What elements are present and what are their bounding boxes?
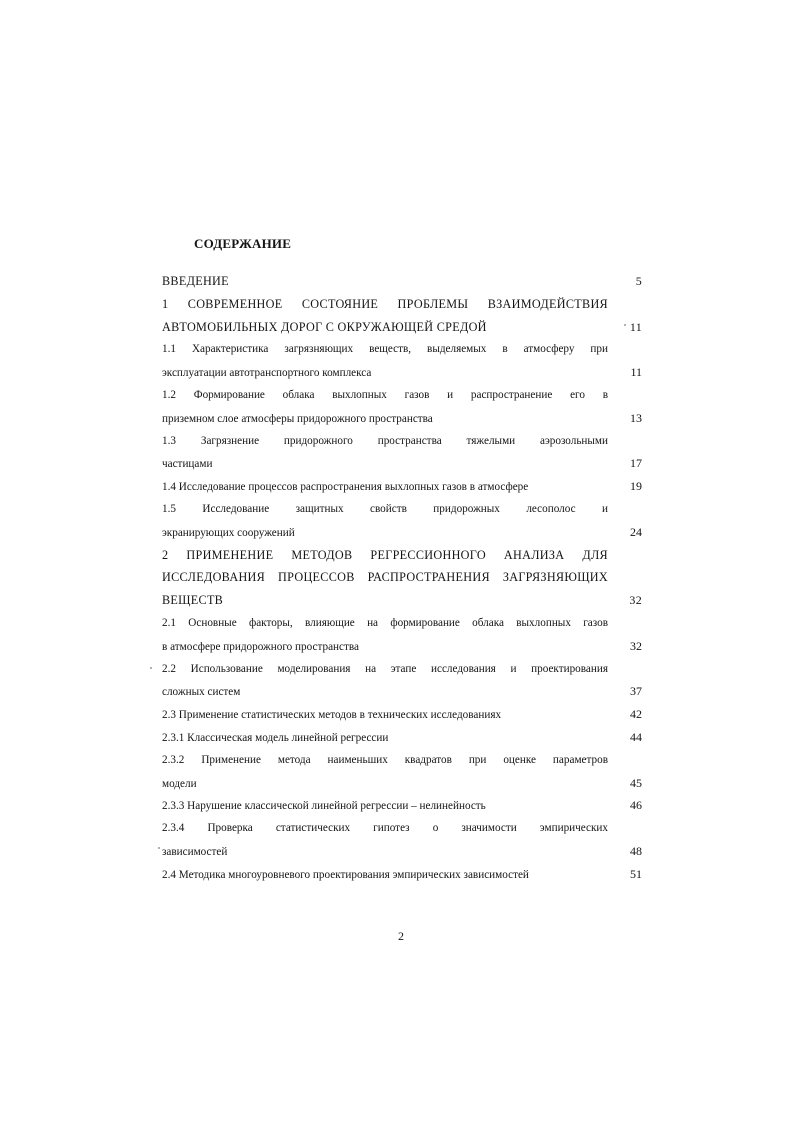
toc-entry-page: 32 — [629, 593, 642, 608]
toc-entry-page: 11 — [630, 365, 642, 380]
toc-entry-line — [162, 726, 642, 749]
toc-entry-text: 2.3.4 Проверка статистических гипотез о значимости эмпирических — [162, 822, 608, 835]
toc-entry-page: 46 — [630, 798, 642, 813]
toc-entry-line — [162, 680, 642, 703]
toc-entry-text: 1.4 Исследование процессов распространения выхлопных газов в атмосфере — [162, 481, 529, 494]
toc-entry-page: 51 — [630, 866, 642, 881]
toc-entry-line — [162, 612, 642, 635]
toc-entry-page: 19 — [630, 479, 642, 494]
toc-entry-text: ИССЛЕДОВАНИЯ ПРОЦЕССОВ РАСПРОСТРАНЕНИЯ ЗАГРЯЗНЯЮЩИХ — [162, 570, 608, 585]
toc-entry-text: 2.1 Основные факторы, влияющие на формирование облака выхлопных газов — [162, 616, 608, 629]
toc-entry-text: эксплуатации автотранспортного комплекса — [162, 367, 372, 380]
toc-entry-text: зависимостей — [162, 845, 228, 858]
toc-entry-text: модели — [162, 777, 197, 790]
toc-entry — [162, 384, 642, 430]
toc-entry — [162, 338, 642, 384]
toc-entry-text: ВВЕДЕНИЕ — [162, 274, 229, 288]
toc-entry-page: 13 — [630, 410, 642, 425]
toc-entry-line — [162, 361, 642, 384]
toc-entry-line — [162, 498, 642, 521]
toc-entry-text: сложных систем — [162, 686, 241, 699]
scan-speck — [624, 324, 626, 326]
toc-entry-line — [162, 293, 642, 316]
toc-entry-text: 1.2 Формирование облака выхлопных газов и распространение его в — [162, 388, 608, 401]
table-of-contents — [162, 270, 642, 886]
toc-entry-line — [162, 566, 642, 589]
toc-entry-line — [162, 316, 642, 339]
toc-entry-page: 17 — [630, 456, 642, 471]
toc-entry-text: 1 СОВРЕМЕННОЕ СОСТОЯНИЕ ПРОБЛЕМЫ ВЗАИМОДЕЙСТВИЯ — [162, 296, 608, 311]
toc-entry-page: 42 — [630, 707, 642, 722]
toc-entry — [162, 749, 642, 795]
toc-entry-text: 2.3 Применение статистических методов в технических исследованиях — [162, 709, 502, 722]
toc-entry-page: 37 — [630, 684, 642, 699]
toc-entry-line — [162, 430, 642, 453]
toc-entry-text: в атмосфере придорожного пространства — [162, 640, 359, 653]
toc-entry — [162, 498, 642, 544]
toc-entry-line — [162, 703, 642, 726]
toc-entry-line — [162, 658, 642, 681]
toc-entry-text: частицами — [162, 458, 213, 471]
toc-entry-line — [162, 589, 642, 612]
toc-entry-line — [162, 817, 642, 840]
toc-entry-text: АВТОМОБИЛЬНЫХ ДОРОГ С ОКРУЖАЮЩЕЙ СРЕДОЙ — [162, 319, 487, 334]
toc-title: СОДЕРЖАНИЕ — [194, 236, 292, 251]
toc-entry-line — [162, 544, 642, 567]
toc-entry — [162, 863, 642, 886]
toc-entry — [162, 612, 642, 658]
toc-entry-line — [162, 840, 642, 863]
toc-entry — [162, 817, 642, 863]
toc-entry — [162, 703, 642, 726]
toc-entry — [162, 270, 642, 293]
toc-entry-page: 44 — [630, 729, 642, 744]
toc-entry-text: 2.3.3 Нарушение классической линейной регрессии – нелинейность — [162, 800, 486, 813]
toc-entry — [162, 544, 642, 612]
toc-entry-text: 2.2 Использование моделирования на этапе исследования и проектирования — [162, 662, 608, 675]
toc-entry-text: 1.5 Исследование защитных свойств придорожных лесополос и — [162, 502, 608, 515]
toc-entry-text: 2.3.2 Применение метода наименьших квадратов при оценке параметров — [162, 753, 608, 766]
toc-entry-text: 2.4 Методика многоуровневого проектирования эмпирических зависимостей — [162, 868, 529, 881]
toc-entry-page: 32 — [630, 638, 642, 653]
toc-entry — [162, 794, 642, 817]
toc-entry-text: 2 ПРИМЕНЕНИЕ МЕТОДОВ РЕГРЕССИОННОГО АНАЛИЗА ДЛЯ — [162, 547, 608, 562]
toc-entry-page: 24 — [630, 524, 642, 539]
toc-entry-line — [162, 635, 642, 658]
toc-entry-line — [162, 749, 642, 772]
toc-entry-line — [162, 452, 642, 475]
toc-entry-line — [162, 270, 642, 293]
toc-entry-page: 48 — [630, 843, 642, 858]
toc-entry-line — [162, 384, 642, 407]
toc-entry — [162, 658, 642, 704]
toc-entry — [162, 726, 642, 749]
toc-entry-text: 2.3.1 Классическая модель линейной регрессии — [162, 731, 389, 744]
toc-entry — [162, 293, 642, 339]
toc-entry-text: приземном слое атмосферы придорожного пространства — [162, 412, 433, 425]
toc-entry-text: 1.3 Загрязнение придорожного пространства тяжелыми аэрозольными — [162, 434, 608, 447]
scan-speck — [150, 667, 152, 669]
toc-entry-text: 1.1 Характеристика загрязняющих веществ, выделяемых в атмосферу при — [162, 343, 608, 356]
toc-entry-line — [162, 338, 642, 361]
toc-entry-page: 11 — [629, 319, 642, 334]
toc-entry-line — [162, 475, 642, 498]
toc-entry-page: 5 — [635, 274, 642, 288]
toc-entry — [162, 430, 642, 476]
toc-entry-text: экранирующих сооружений — [162, 526, 295, 539]
toc-entry — [162, 475, 642, 498]
page-number: 2 — [398, 929, 404, 943]
toc-entry-line — [162, 772, 642, 795]
toc-entry-line — [162, 521, 642, 544]
toc-entry-text: ВЕЩЕСТВ — [162, 593, 224, 608]
toc-entry-line — [162, 407, 642, 430]
toc-entry-line — [162, 794, 642, 817]
toc-entry-page: 45 — [630, 775, 642, 790]
scan-speck — [158, 847, 160, 849]
toc-entry-line — [162, 863, 642, 886]
